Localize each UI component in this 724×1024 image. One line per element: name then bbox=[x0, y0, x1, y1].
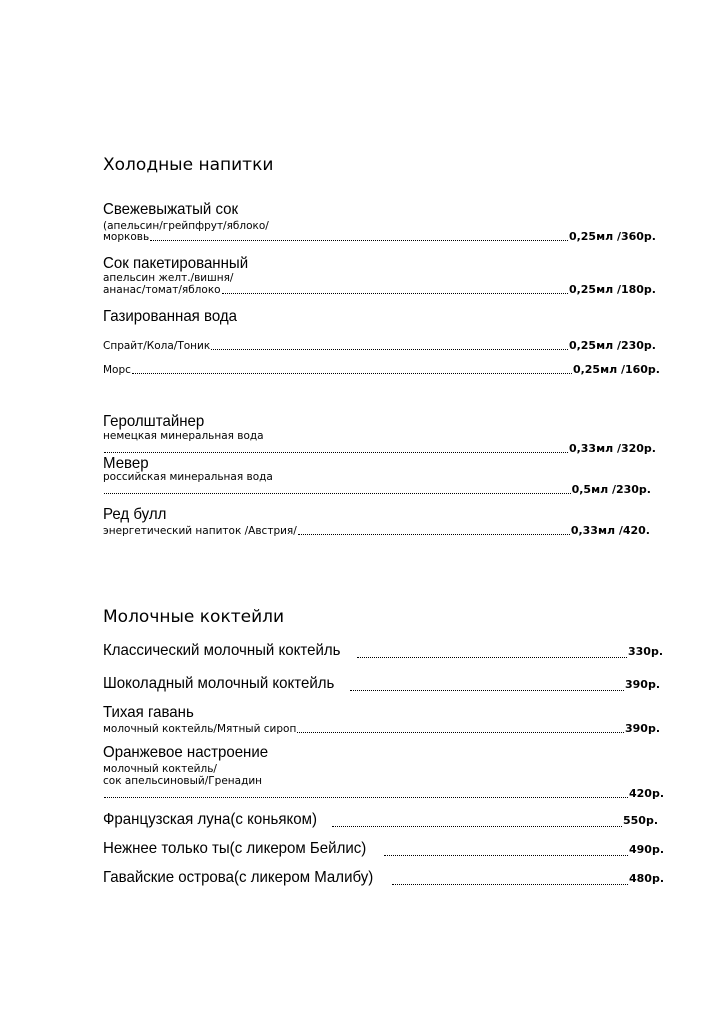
dot-leader bbox=[104, 492, 571, 494]
packed-juice-line bbox=[103, 283, 656, 296]
sprite-label: Спрайт/Кола/Тоник bbox=[103, 340, 211, 352]
redbull-desc: энергетический напиток /Австрия/ bbox=[103, 525, 297, 537]
redbull-price: 0,33мл /420. bbox=[570, 524, 650, 537]
soda-heading: Газированная вода bbox=[103, 308, 238, 325]
french-name: Французская луна(с коньяком) bbox=[103, 811, 317, 828]
dot-leader bbox=[150, 239, 568, 241]
mever-name: Мевер bbox=[103, 455, 149, 472]
dot-leader bbox=[298, 533, 570, 535]
dot-leader bbox=[104, 796, 628, 798]
choco-price: 390р. bbox=[624, 678, 660, 691]
classic-line bbox=[103, 642, 663, 660]
dot-leader bbox=[384, 854, 628, 856]
mors-label: Морс bbox=[103, 364, 131, 376]
quiet-desc: молочный коктейль/Мятный сироп bbox=[103, 723, 297, 735]
choco-name: Шоколадный молочный коктейль bbox=[103, 675, 335, 692]
fresh-juice-line bbox=[103, 230, 656, 243]
tender-price: 490р. bbox=[628, 843, 664, 856]
redbull-line bbox=[103, 524, 650, 537]
tender-name: Нежнее только ты(с ликером Бейлис) bbox=[103, 840, 367, 857]
gerol-price: 0,33мл /320р. bbox=[568, 442, 656, 455]
gerol-desc: немецкая минеральная вода bbox=[103, 430, 264, 442]
orange-name: Оранжевое настроение bbox=[103, 744, 269, 761]
milk-cocktails-heading: Молочные коктейли bbox=[103, 607, 285, 627]
quiet-line bbox=[103, 722, 660, 735]
hawaii-line bbox=[103, 869, 664, 887]
choco-line bbox=[103, 675, 660, 693]
fresh-juice-price: 0,25мл /360р. bbox=[568, 230, 656, 243]
classic-name: Классический молочный коктейль bbox=[103, 642, 341, 659]
french-price: 550р. bbox=[622, 814, 658, 827]
packed-juice-desc: апельсин желт./вишня/ bbox=[103, 272, 234, 284]
mors-line bbox=[103, 363, 660, 376]
dot-leader bbox=[350, 689, 624, 691]
sprite-price: 0,25мл /230р. bbox=[568, 339, 656, 352]
packed-juice-name: Сок пакетированный bbox=[103, 255, 249, 272]
mever-desc: российская минеральная вода bbox=[103, 471, 273, 483]
mors-price: 0,25мл /160р. bbox=[572, 363, 660, 376]
dot-leader bbox=[332, 825, 622, 827]
dot-leader bbox=[104, 451, 568, 453]
mever-price: 0,5мл /230р. bbox=[571, 483, 651, 496]
dot-leader bbox=[132, 372, 572, 374]
fresh-juice-name: Свежевыжатый сок bbox=[103, 201, 239, 218]
hawaii-name: Гавайские острова(с ликером Малибу) bbox=[103, 869, 374, 886]
packed-juice-price: 0,25мл /180р. bbox=[568, 283, 656, 296]
fresh-juice-desc-end: морковь bbox=[103, 231, 150, 243]
fresh-juice-desc: (апельсин/грейпфрут/яблоко/ bbox=[103, 220, 269, 232]
dot-leader bbox=[222, 292, 568, 294]
mever-line bbox=[103, 483, 651, 496]
dot-leader bbox=[211, 348, 568, 350]
quiet-price: 390р. bbox=[624, 722, 660, 735]
gerol-line bbox=[103, 442, 656, 455]
orange-line bbox=[103, 787, 664, 800]
redbull-name: Ред булл bbox=[103, 506, 167, 523]
orange-price: 420р. bbox=[628, 787, 664, 800]
hawaii-price: 480р. bbox=[628, 872, 664, 885]
orange-desc-2: сок апельсиновый/Гренадин bbox=[103, 775, 263, 787]
sprite-line bbox=[103, 339, 656, 352]
gerol-name: Геролштайнер bbox=[103, 413, 205, 430]
tender-line bbox=[103, 840, 664, 858]
cold-drinks-heading: Холодные напитки bbox=[103, 155, 274, 175]
dot-leader bbox=[357, 656, 627, 658]
dot-leader bbox=[392, 883, 628, 885]
french-line bbox=[103, 811, 658, 829]
quiet-name: Тихая гавань bbox=[103, 704, 194, 721]
dot-leader bbox=[297, 731, 624, 733]
packed-juice-desc-end: ананас/томат/яблоко bbox=[103, 284, 221, 296]
orange-desc-1: молочный коктейль/ bbox=[103, 763, 217, 775]
classic-price: 330р. bbox=[627, 645, 663, 658]
